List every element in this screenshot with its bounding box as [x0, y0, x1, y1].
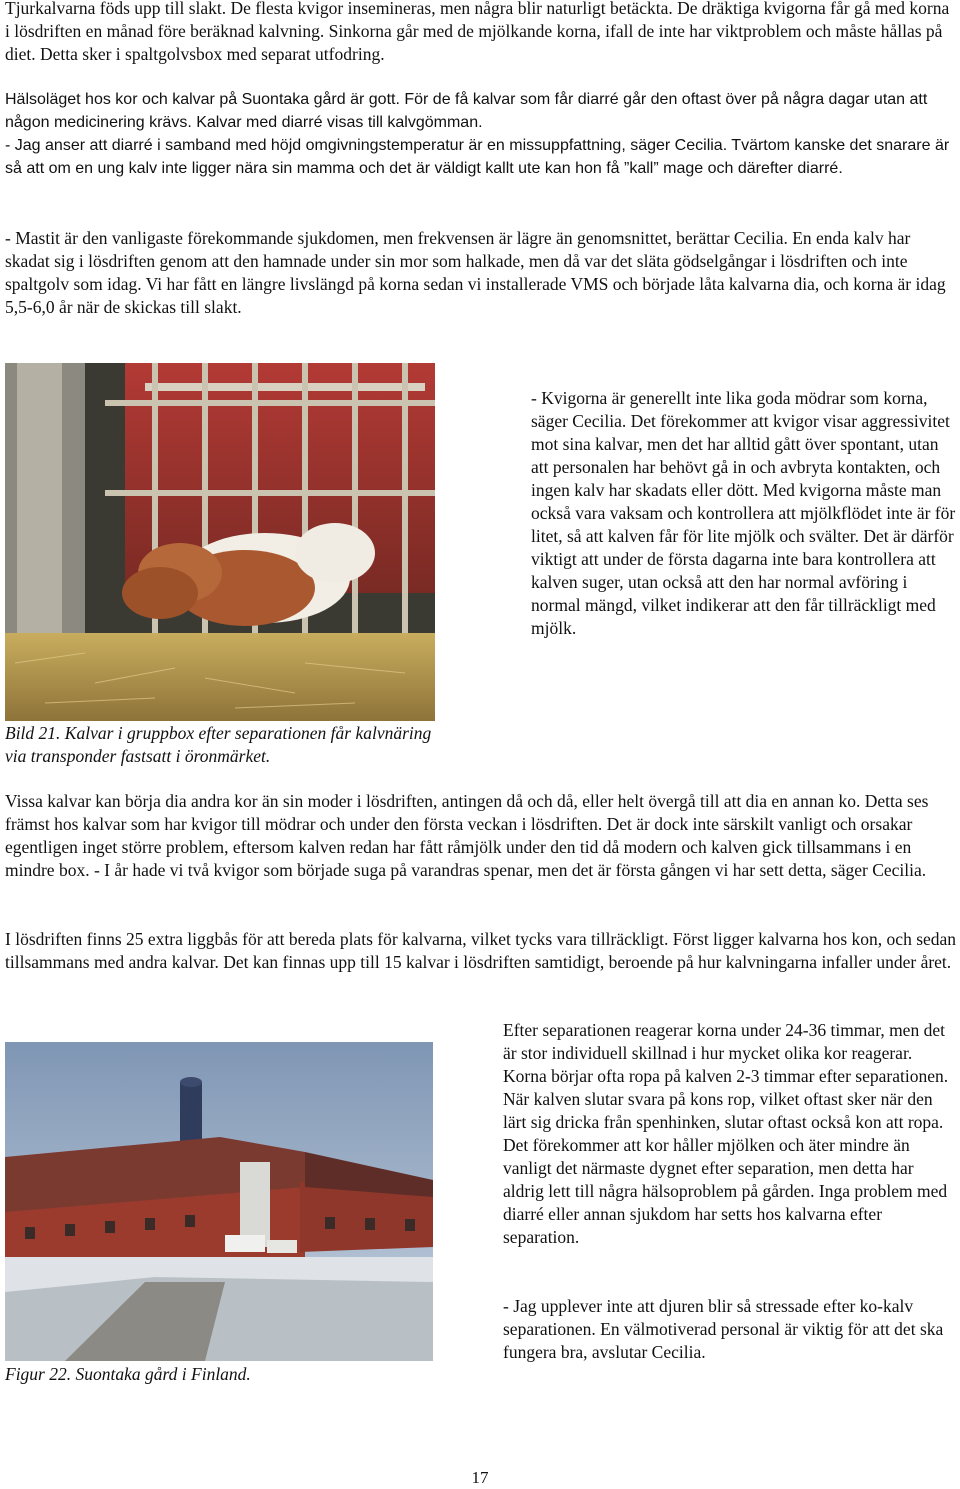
- page-number: 17: [471, 1468, 489, 1487]
- caption-bild-21: Bild 21. Kalvar i gruppbox efter separationen får kalvnäring via transponder fastsatt i öronmärket.: [5, 723, 432, 766]
- paragraph-diarrhea: - Jag anser att diarré i samband med höjd omgivningstemperatur är en missuppfattning, säger Cecilia. Tvärtom kanske det snarare är så att om en ung kalv inte ligger nära sin mamma och det är väldigt kallt ute kan hon få ”kall” mage och därefter diarré.: [5, 137, 950, 177]
- paragraph-mastitis: - Mastit är den vanligaste förekommande sjukdomen, men frekvensen är lägre än genomsnittet, berättar Cecilia. En enda kalv har skadat sig i lösdriften genom att den hamnade under sin mor som halkade, men då var det släta gödselgångar i lösdriften och inte spaltgolv som idag. Vi har fått en längre livslängd på korna sedan vi installerade VMS och började låta kalvarna dia, och korna är idag 5,5-6,0 år när de skickas till slakt.: [5, 228, 946, 317]
- paragraph-intro: Tjurkalvarna föds upp till slakt. De flesta kvigor insemineras, men några blir naturligt betäckta. De dräktiga kvigorna får gå med korna i lösdriften en månad före beräknad kalvning. Sinkorna går med de mjölkande korna, ifall de inte har viktproblem och måste hållas på diet. Detta sker i spaltgolvsbox med separat utfodring.: [5, 0, 950, 64]
- paragraph-health: Hälsoläget hos kor och kalvar på Suontaka gård är gott. För de få kalvar som får diarré går den oftast över på några dagar utan att någon medicinering krävs. Kalvar med diarré visas till kalvgömman.: [5, 91, 928, 131]
- paragraph-suckling: Vissa kalvar kan börja dia andra kor än sin moder i lösdriften, antingen då och då, eller helt övergå till att dia en annan ko. Detta ses främst hos kalvar som har kvigor till mödrar och under den första veckan i lösdriften. Det är dock inte särskilt vanligt och orsakar egentligen inget större problem, eftersom kalven redan har fått råmjölk under den tid då modern och kalven gick tillsammans i en mindre box. - I år hade vi två kvigor som började suga på varandras spenar, men det är första gången vi har sett detta, säger Cecilia.: [5, 791, 929, 880]
- paragraph-heifers: - Kvigorna är generellt inte lika goda mödrar som korna, säger Cecilia. Det förekommer att kvigor visar aggressivitet mot sina kalvar, men det har alltid gått över spontant, utan att personalen har behövt gå in och avbryta kontakten, och ingen kalv har skadats eller dött. Med kvigorna måste man också vara vaksam och kontrollera att mjölkflödet inte är för litet, så att kalven får för lite mjölk och svälter. Det är därför viktigt att under de första dagarna inte bara kontrollera att kalven suger, utan också att den har normal avföring i normal mängd, vilket indikerar att den får tillräckligt med mjölk.: [531, 388, 956, 638]
- paragraph-stalls: I lösdriften finns 25 extra liggbås för att bereda plats för kalvarna, vilket tycks vara tillräckligt. Först ligger kalvarna hos kon, och sedan tillsammans med andra kalvar. Det kan finnas upp till 15 kalvar i lösdriften samtidigt, beroende på hur kalvningarna infaller under året.: [5, 929, 957, 972]
- paragraph-closing: - Jag upplever inte att djuren blir så stressade efter ko-kalv separationen. En välmotiverad personal är viktig för att det ska fungera bra, avslutar Cecilia.: [503, 1296, 944, 1362]
- calves-pen-photo: [5, 363, 435, 721]
- paragraph-separation: Efter separationen reagerar korna under 24-36 timmar, men det är stor individuell skillnad i hur mycket olika kor reagerar. Korna börjar ofta ropa på kalven 2-3 timmar efter separationen. När kalven slutar svara på kons rop, vilket oftast sker när den lärt sig dricka från spenhinken, slutar oftast också kon att ropa. Det förekommer att kor håller mjölken och äter mindre än vanligt det närmaste dygnet efter separation, men detta har aldrig lett till några hälsoproblem på gården. Inga problem med diarré eller annan sjukdom har setts hos kalvarna efter separation.: [503, 1020, 949, 1247]
- farm-photo: [5, 1042, 433, 1361]
- caption-figur-22: Figur 22. Suontaka gård i Finland.: [5, 1364, 251, 1384]
